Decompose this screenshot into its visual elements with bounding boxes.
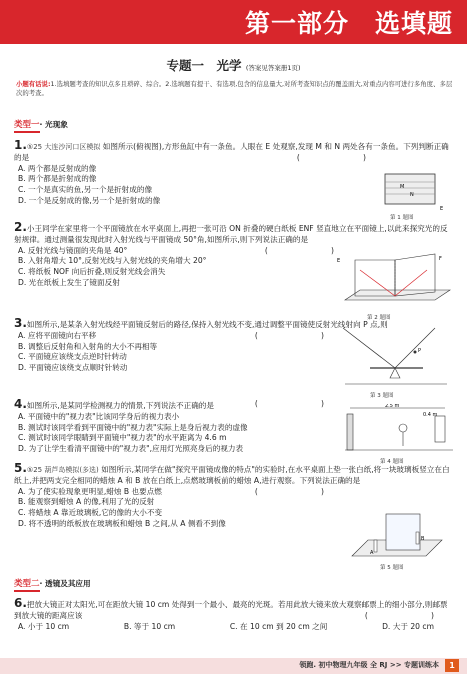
figure-5-plane-mirror-candles xyxy=(346,510,446,562)
option-a: A. 平面镜中的"视力表"比该同学身后的视力表小 xyxy=(18,411,180,421)
option-d: D. 一个是反射成的像,另一个是折射成的像 xyxy=(18,195,161,205)
question-number: 5. xyxy=(14,461,27,475)
option-c: C. 将蜡烛 A 靠近玻璃板,它的像的大小不变 xyxy=(18,508,163,518)
svg-text:A: A xyxy=(370,550,374,556)
tips-text: 1.选填题考查的知识点多且琐碎、综合。2.选填题有提干、有选项,包含的信息量大,对所考查知识点的覆盖面大,对重点内容可进行多角度、多层次的考查。 xyxy=(16,80,453,97)
options-row xyxy=(14,622,450,633)
footer-book-title: 领跑. 初中物理九年级 全 RJ >> 专题训练本 xyxy=(299,661,439,669)
chapter-header-banner xyxy=(0,0,467,44)
section-heading-1 xyxy=(14,118,68,130)
question-stem: 如图所示,是某条入射光线经平面镜反射后的路径,保持入射光线不变,通过调整平面镜使反射光线射向 P 点,则 xyxy=(26,320,388,329)
option-c: C. 测试时该同学眼睛到平面镜中"视力表"的水平距离为 4.6 m xyxy=(18,433,227,443)
option-c: C. 一个是真实的鱼,另一个是折射成的像 xyxy=(18,185,153,195)
topic-title-text: 专题一 光学 xyxy=(166,58,242,73)
option-a: A. 应将平面镜向右平移 xyxy=(18,330,97,340)
option-b: B. 调整后反射角和入射角的大小不再相等 xyxy=(18,341,158,351)
question-stem: 小王同学在家里将一个平面镜放在水平桌面上,再把一张可沿 ON 折叠的硬白纸板 ENF 竖直地立在平面镜上,以此来探究光的反射规律。通过测量很发现此时入射光线与平面镜成 50°角,如图所示,则下列说法正确的是 xyxy=(14,224,448,244)
topic-title xyxy=(0,56,467,74)
section-name: · 透镜及其应用 xyxy=(39,579,91,588)
figure-4-dim-0-4: 0.4 m xyxy=(423,412,438,418)
option-d: D. 平面镜应该绕支点顺时针转动 xyxy=(18,363,128,373)
topic-subtitle: (答案见答案册1页) xyxy=(245,64,301,72)
question-stem: 如图所示,是某同学检测视力的情景,下列说法不正确的是 xyxy=(26,401,214,410)
option-c: C. 平面镜应该绕支点逆时针转动 xyxy=(18,352,127,362)
option-a: A. 小于 10 cm xyxy=(18,621,70,631)
figure-3-caption: 第 3 题图 xyxy=(370,393,394,399)
svg-text:N: N xyxy=(410,192,414,198)
question-source: ⑤25 大连沙河口区模拟 xyxy=(26,143,101,151)
answer-blank[interactable]: ( ) xyxy=(254,486,340,496)
option-b: B. 测试时该同学看到平面镜中的"视力表"实际上是身后视力表的虚像 xyxy=(18,422,248,432)
svg-text:P: P xyxy=(418,348,422,354)
chapter-title: 第一部分 选填题 xyxy=(244,9,453,38)
question-6 xyxy=(14,598,450,632)
option-a: A. 反射光线与镜面的夹角是 40° xyxy=(18,245,128,255)
option-c: C. 将纸板 NOF 向后折叠,则反射光线会消失 xyxy=(18,267,166,277)
svg-text:E: E xyxy=(337,258,341,264)
answer-blank[interactable]: ( ) xyxy=(364,610,450,620)
svg-text:F: F xyxy=(439,256,442,262)
tips-label: 小题有话说: xyxy=(16,80,51,88)
option-a: A. 两个都是反射成的像 xyxy=(18,163,97,173)
svg-text:E: E xyxy=(440,206,444,212)
section-name: · 光现象 xyxy=(39,120,68,129)
option-b: B. 两个都是折射成的像 xyxy=(18,174,97,184)
section-heading-2 xyxy=(14,577,91,589)
option-a: A. 为了使实验现象更明显,蜡烛 B 也要点燃 xyxy=(18,486,162,496)
svg-text:B: B xyxy=(421,536,425,542)
figure-1-caption: 第 1 题图 xyxy=(390,215,414,221)
option-c: C. 在 10 cm 到 20 cm 之间 xyxy=(229,621,328,631)
option-d: D. 大于 20 cm xyxy=(382,621,434,631)
question-number: 2. xyxy=(14,220,27,234)
question-source: ⑤25 葫芦岛模拟(多选) xyxy=(26,466,99,474)
figure-4-eye-test xyxy=(345,404,455,456)
figure-1-fish-tank xyxy=(380,166,450,216)
figure-2-caption: 第 2 题图 xyxy=(367,315,391,321)
option-d: D. 光在纸板上发生了镜面反射 xyxy=(18,277,120,287)
option-b: B. 能观察到蜡烛 A 的像,利用了光的反射 xyxy=(18,497,155,507)
answer-blank[interactable]: ( ) xyxy=(254,330,340,340)
question-number: 4. xyxy=(14,397,27,411)
section-tag: 类型二 xyxy=(14,579,40,592)
question-stem: 把放大镜正对太阳光,可在距放大镜 10 cm 处得到一个最小、最亮的光斑。若用此放大镜来放大观察邮票上的细小部分,则邮票到放大镜的距离应该 xyxy=(14,600,448,620)
page-number: 1 xyxy=(445,659,459,672)
page-footer xyxy=(0,658,467,674)
question-stem: 如图所示(俯视图),方形鱼缸中有一条鱼。人眼在 E 处观察,发现 M 和 N 两处各有一条鱼。下列判断正确的是 xyxy=(14,142,449,162)
answer-blank[interactable]: ( ) xyxy=(254,399,340,408)
option-d: D. 为了让学生看清平面镜中的"视力表",应用灯光照亮身后的视力表 xyxy=(18,444,244,454)
question-number: 6. xyxy=(14,596,27,610)
figure-2-reflection-board xyxy=(335,252,455,310)
question-number: 1. xyxy=(14,138,27,152)
answer-blank[interactable]: ( ) xyxy=(296,152,382,162)
answer-blank[interactable]: ( ) xyxy=(264,245,350,255)
option-b: B. 等于 10 cm xyxy=(123,621,176,631)
svg-text:M: M xyxy=(400,184,405,190)
question-number: 3. xyxy=(14,316,27,330)
question-stem: 如图所示,某同学在做"探究平面镜成像的特点"的实验时,在水平桌面上垫一张白纸,将一块玻璃板竖立在白纸上,并把两支完全相同的蜡烛 A 和 B 放在白纸上,点燃玻璃板前的蜡烛 A,进行观察。下列说法正确的是 xyxy=(14,465,450,485)
figure-5-caption: 第 5 题图 xyxy=(380,565,404,571)
option-d: D. 将不透明的纸板放在玻璃板和蜡烛 B 之间,从 A 侧看不到像 xyxy=(18,518,226,528)
tips-block xyxy=(16,80,454,98)
figure-3-mirror-pivot xyxy=(335,322,455,390)
figure-4-caption: 第 4 题图 xyxy=(380,459,404,465)
option-b: B. 入射角增大 10°,反射光线与入射光线的夹角增大 20° xyxy=(18,256,207,266)
section-tag: 类型一 xyxy=(14,120,40,133)
figure-4-dim-2-5: 2.5 m xyxy=(385,404,400,409)
